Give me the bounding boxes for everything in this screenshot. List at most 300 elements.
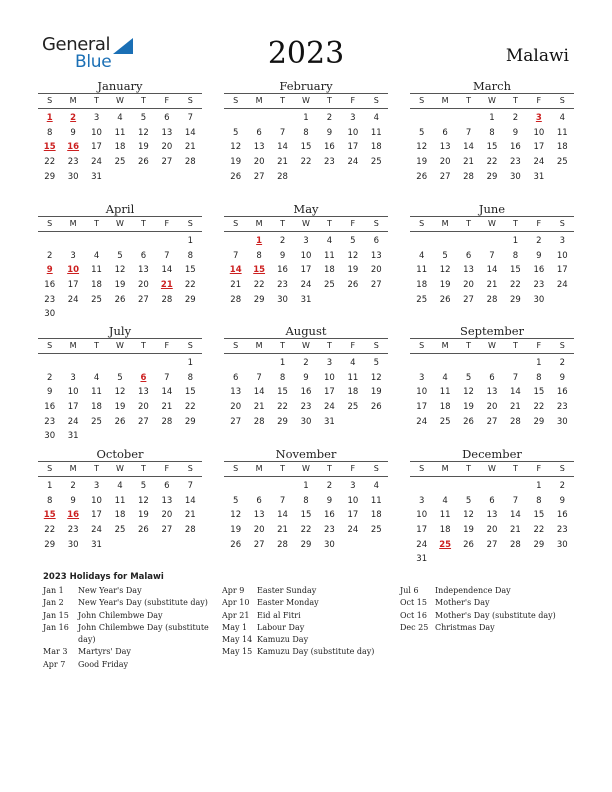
- holiday-day-cell: 10: [67, 265, 80, 276]
- weekday-header: [410, 216, 574, 232]
- day-cell: 14: [161, 265, 173, 276]
- holiday-item: [43, 634, 219, 646]
- day-cell: 11: [439, 387, 451, 398]
- day-cell: 4: [93, 372, 100, 383]
- day-cell: 19: [230, 157, 242, 168]
- day-cell: 29: [44, 539, 56, 550]
- weekday-label: M: [441, 219, 449, 228]
- holiday-day-cell: 15: [43, 510, 56, 521]
- day-grid: [38, 111, 202, 184]
- holiday-name: Kamuzu Day: [257, 635, 309, 645]
- weekday-label: F: [536, 341, 542, 350]
- day-cell: 10: [533, 127, 545, 138]
- weekday-label: W: [116, 341, 124, 350]
- day-cell: 27: [439, 171, 451, 182]
- day-cell: 14: [184, 127, 196, 138]
- day-cell: 13: [439, 142, 451, 153]
- day-cell: 27: [370, 280, 382, 291]
- holiday-name: Christmas Day: [435, 622, 495, 632]
- day-cell: 25: [114, 157, 126, 168]
- day-cell: 22: [44, 525, 56, 536]
- weekday-label: M: [255, 464, 263, 473]
- empty-day-cell: [457, 234, 480, 249]
- weekday-label: T: [512, 219, 518, 228]
- weekday-label: T: [512, 341, 518, 350]
- day-cell: 4: [373, 481, 379, 491]
- month-november: [224, 447, 388, 552]
- day-cell: 8: [536, 495, 542, 506]
- weekday-label: T: [280, 341, 285, 350]
- weekday-label: F: [536, 464, 542, 473]
- day-cell: 17: [91, 142, 102, 153]
- empty-day-cell: [247, 356, 270, 371]
- weekday-label: S: [419, 219, 425, 228]
- day-cell: 10: [347, 495, 359, 506]
- weekday-label: S: [373, 219, 379, 228]
- holiday-name: Easter Sunday: [257, 586, 317, 595]
- day-cell: 10: [347, 127, 359, 138]
- day-cell: 15: [300, 510, 312, 521]
- weekday-header: [224, 216, 388, 232]
- weekday-label: S: [373, 341, 379, 350]
- day-cell: 2: [326, 113, 333, 123]
- day-cell: 13: [370, 250, 382, 261]
- holiday-date: Jan 2: [43, 598, 64, 608]
- day-cell: 26: [370, 402, 382, 413]
- empty-day-cell: [433, 356, 456, 371]
- weekday-label: M: [441, 96, 449, 105]
- day-cell: 15: [533, 510, 545, 521]
- holiday-item: [43, 659, 219, 671]
- day-cell: 11: [114, 495, 126, 506]
- day-cell: 30: [556, 539, 568, 550]
- day-cell: 6: [164, 481, 170, 491]
- day-grid: [38, 234, 202, 322]
- day-cell: 3: [303, 236, 309, 246]
- weekday-header: [38, 338, 202, 354]
- day-cell: 28: [277, 539, 288, 550]
- holiday-name: New Year's Day (substitute day): [78, 598, 208, 608]
- day-cell: 7: [465, 127, 472, 138]
- holiday-name: Eid al Fitri: [257, 610, 301, 620]
- weekday-label: S: [373, 464, 379, 473]
- day-cell: 22: [44, 157, 56, 168]
- weekday-label: T: [280, 219, 285, 228]
- weekday-label: M: [69, 219, 77, 228]
- day-cell: 31: [416, 554, 428, 565]
- day-cell: 7: [489, 250, 495, 261]
- weekday-label: T: [512, 96, 518, 105]
- weekday-label: W: [488, 341, 496, 350]
- day-cell: 27: [486, 539, 498, 550]
- day-cell: 12: [463, 510, 474, 521]
- holiday-item: [222, 610, 397, 622]
- day-cell: 16: [44, 280, 56, 291]
- day-cell: 7: [164, 372, 170, 383]
- holiday-date: Oct 16: [400, 610, 427, 620]
- day-cell: 3: [70, 250, 76, 261]
- day-cell: 3: [93, 481, 100, 491]
- day-cell: 9: [47, 387, 53, 398]
- holiday-day-cell: 16: [67, 142, 80, 153]
- day-cell: 26: [463, 416, 474, 427]
- day-cell: 5: [233, 127, 239, 138]
- day-cell: 18: [416, 280, 428, 291]
- day-cell: 24: [533, 157, 545, 168]
- weekday-label: S: [233, 219, 239, 228]
- weekday-label: W: [116, 219, 124, 228]
- day-cell: 9: [536, 250, 542, 261]
- weekday-label: T: [280, 96, 285, 105]
- day-cell: 14: [277, 510, 288, 521]
- day-cell: 2: [47, 250, 53, 261]
- weekday-label: F: [536, 219, 542, 228]
- day-cell: 31: [300, 294, 312, 305]
- day-cell: 7: [187, 481, 193, 491]
- day-cell: 9: [70, 127, 76, 138]
- day-cell: 10: [416, 387, 428, 398]
- day-cell: 18: [370, 510, 382, 521]
- holiday-item: [400, 622, 580, 634]
- day-cell: 12: [114, 387, 126, 398]
- day-cell: 4: [442, 495, 448, 506]
- empty-day-cell: [410, 234, 433, 249]
- day-cell: 20: [138, 280, 149, 291]
- empty-day-cell: [108, 234, 131, 249]
- holiday-item: [400, 610, 580, 622]
- day-cell: 27: [161, 525, 173, 536]
- day-cell: 21: [161, 402, 173, 413]
- holiday-item: [222, 646, 397, 658]
- holiday-name: Kamuzu Day (substitute day): [257, 647, 375, 657]
- day-cell: 23: [324, 157, 335, 168]
- day-cell: 24: [91, 157, 102, 168]
- month-july: [38, 324, 202, 444]
- day-cell: 12: [439, 265, 451, 276]
- day-cell: 17: [347, 510, 359, 521]
- day-cell: 31: [67, 431, 79, 442]
- empty-day-cell: [85, 356, 108, 371]
- day-cell: 9: [303, 372, 309, 383]
- day-cell: 5: [465, 372, 472, 383]
- day-cell: 26: [114, 294, 126, 305]
- day-cell: 1: [187, 358, 193, 368]
- month-title: May: [293, 202, 319, 216]
- day-grid: [410, 479, 574, 567]
- day-cell: 18: [556, 142, 568, 153]
- day-cell: 21: [510, 525, 521, 536]
- day-cell: 22: [184, 402, 196, 413]
- day-cell: 18: [439, 525, 451, 536]
- weekday-label: S: [373, 96, 379, 105]
- day-cell: 7: [279, 127, 286, 138]
- holiday-date: Oct 15: [400, 598, 427, 608]
- day-cell: 26: [138, 525, 149, 536]
- day-cell: 21: [486, 280, 498, 291]
- weekday-label: S: [419, 96, 425, 105]
- holiday-day-cell: 1: [46, 113, 53, 123]
- weekday-label: S: [47, 341, 53, 350]
- day-cell: 5: [140, 481, 147, 491]
- day-cell: 24: [347, 525, 359, 536]
- weekday-label: F: [350, 341, 356, 350]
- day-cell: 4: [373, 113, 379, 123]
- day-cell: 2: [512, 113, 519, 123]
- day-cell: 11: [114, 127, 126, 138]
- day-cell: 21: [230, 280, 242, 291]
- day-cell: 2: [279, 236, 286, 246]
- holiday-name: John Chilembwe Day (substitute: [78, 622, 209, 632]
- empty-day-cell: [38, 234, 61, 249]
- day-cell: 19: [463, 402, 474, 413]
- day-cell: 19: [230, 525, 242, 536]
- weekday-label: S: [559, 464, 565, 473]
- day-cell: 31: [91, 539, 102, 550]
- month-title: January: [97, 79, 143, 93]
- day-cell: 20: [253, 525, 265, 536]
- day-cell: 4: [117, 113, 123, 123]
- month-title: June: [478, 202, 506, 216]
- day-cell: 26: [463, 539, 474, 550]
- day-cell: 26: [439, 294, 451, 305]
- month-title: October: [96, 447, 144, 461]
- weekday-label: S: [187, 464, 193, 473]
- day-cell: 8: [187, 372, 193, 383]
- day-grid: [224, 356, 388, 429]
- holiday-name: day): [78, 635, 96, 645]
- holiday-day-cell: 9: [46, 265, 53, 276]
- weekday-header: [38, 216, 202, 232]
- day-cell: 23: [44, 294, 56, 305]
- day-cell: 11: [324, 250, 335, 261]
- holiday-name: New Year's Day: [78, 586, 142, 595]
- day-cell: 8: [536, 372, 542, 383]
- day-cell: 28: [277, 171, 288, 182]
- day-cell: 11: [370, 495, 382, 506]
- day-cell: 25: [439, 416, 451, 427]
- day-cell: 9: [326, 495, 333, 506]
- day-cell: 14: [184, 495, 196, 506]
- day-cell: 25: [556, 157, 568, 168]
- day-cell: 24: [67, 294, 79, 305]
- day-cell: 22: [533, 402, 545, 413]
- day-cell: 24: [67, 416, 79, 427]
- day-cell: 29: [510, 294, 521, 305]
- empty-day-cell: [224, 234, 247, 249]
- day-cell: 21: [510, 402, 521, 413]
- holiday-name: Labour Day: [257, 622, 305, 632]
- day-cell: 6: [164, 113, 170, 123]
- day-cell: 28: [161, 294, 173, 305]
- weekday-label: S: [233, 464, 239, 473]
- country-name: Malawi: [505, 46, 569, 66]
- holiday-day-cell: 15: [253, 265, 266, 276]
- day-cell: 9: [326, 127, 333, 138]
- day-cell: 21: [277, 157, 288, 168]
- day-cell: 19: [370, 387, 382, 398]
- day-cell: 17: [324, 387, 335, 398]
- day-cell: 17: [347, 142, 359, 153]
- day-grid: [38, 479, 202, 552]
- day-cell: 20: [161, 510, 173, 521]
- weekday-label: S: [47, 219, 53, 228]
- day-cell: 29: [184, 416, 196, 427]
- day-cell: 17: [67, 280, 79, 291]
- day-cell: 13: [253, 142, 265, 153]
- month-title: July: [108, 324, 132, 338]
- weekday-label: T: [326, 464, 332, 473]
- month-april: [38, 202, 202, 322]
- day-cell: 29: [44, 171, 56, 182]
- day-cell: 27: [161, 157, 173, 168]
- day-cell: 3: [326, 358, 333, 368]
- day-cell: 30: [67, 539, 79, 550]
- weekday-label: M: [441, 341, 449, 350]
- holiday-name: Independence Day: [435, 586, 511, 595]
- weekday-header: [224, 461, 388, 477]
- holiday-date: Apr 10: [222, 598, 250, 608]
- day-cell: 30: [44, 431, 56, 442]
- month-title: August: [285, 324, 327, 338]
- day-cell: 5: [442, 250, 448, 261]
- holiday-item: [43, 646, 219, 658]
- day-cell: 21: [184, 510, 196, 521]
- day-cell: 27: [138, 294, 149, 305]
- day-cell: 24: [416, 539, 428, 550]
- weekday-label: T: [94, 96, 99, 105]
- weekday-label: T: [140, 96, 146, 105]
- month-august: [224, 324, 388, 429]
- empty-day-cell: [480, 356, 503, 371]
- day-cell: 15: [510, 265, 521, 276]
- day-cell: 4: [117, 481, 123, 491]
- empty-day-cell: [132, 234, 155, 249]
- weekday-label: T: [94, 219, 99, 228]
- day-cell: 19: [439, 280, 451, 291]
- weekday-label: M: [441, 464, 449, 473]
- weekday-label: S: [559, 341, 565, 350]
- day-cell: 9: [279, 250, 286, 261]
- day-cell: 20: [439, 157, 451, 168]
- day-cell: 29: [300, 539, 312, 550]
- day-cell: 22: [510, 280, 521, 291]
- day-grid: [224, 479, 388, 552]
- day-cell: 1: [536, 358, 542, 368]
- weekday-label: W: [488, 96, 496, 105]
- day-cell: 6: [489, 495, 495, 506]
- day-cell: 5: [233, 495, 239, 506]
- day-cell: 26: [347, 280, 359, 291]
- month-september: [410, 324, 574, 429]
- day-cell: 10: [324, 372, 335, 383]
- weekday-header: [224, 338, 388, 354]
- empty-day-cell: [271, 479, 294, 494]
- day-cell: 15: [486, 142, 498, 153]
- day-cell: 5: [117, 372, 123, 383]
- day-cell: 20: [486, 402, 498, 413]
- day-cell: 15: [533, 387, 545, 398]
- empty-day-cell: [224, 479, 247, 494]
- day-cell: 29: [253, 294, 265, 305]
- day-cell: 5: [350, 236, 356, 246]
- weekday-label: T: [140, 464, 146, 473]
- holiday-item: [400, 597, 580, 609]
- day-cell: 15: [184, 265, 196, 276]
- day-cell: 1: [303, 481, 309, 491]
- weekday-header: [410, 93, 574, 109]
- day-cell: 22: [486, 157, 498, 168]
- day-cell: 29: [533, 539, 545, 550]
- weekday-label: S: [47, 464, 53, 473]
- day-cell: 26: [114, 416, 126, 427]
- weekday-label: W: [116, 464, 124, 473]
- day-cell: 23: [67, 157, 79, 168]
- holiday-date: Jul 6: [400, 586, 419, 595]
- day-cell: 2: [536, 236, 542, 246]
- weekday-label: T: [466, 341, 471, 350]
- day-cell: 13: [138, 387, 149, 398]
- holiday-day-cell: 3: [535, 113, 542, 123]
- weekday-label: W: [302, 96, 310, 105]
- day-cell: 14: [253, 387, 265, 398]
- day-cell: 6: [373, 236, 379, 246]
- day-cell: 26: [230, 539, 242, 550]
- day-cell: 12: [138, 127, 149, 138]
- day-cell: 21: [277, 525, 288, 536]
- day-cell: 6: [465, 250, 472, 261]
- holiday-column: [222, 585, 397, 659]
- day-cell: 4: [442, 372, 448, 383]
- holiday-list-title: 2023 Holidays for Malawi: [43, 572, 164, 582]
- holiday-date: May 15: [222, 647, 253, 657]
- day-cell: 17: [556, 265, 568, 276]
- day-grid: [38, 356, 202, 444]
- holiday-list: [43, 572, 583, 669]
- day-cell: 3: [70, 372, 76, 383]
- day-cell: 16: [44, 402, 56, 413]
- weekday-label: S: [47, 96, 53, 105]
- weekday-label: F: [350, 464, 356, 473]
- holiday-name: Easter Monday: [257, 598, 319, 608]
- empty-day-cell: [132, 356, 155, 371]
- holiday-date: Jan 16: [43, 622, 69, 632]
- day-cell: 23: [510, 157, 521, 168]
- day-cell: 2: [70, 481, 76, 491]
- weekday-header: [410, 461, 574, 477]
- month-title: April: [105, 202, 135, 216]
- day-cell: 8: [303, 495, 309, 506]
- day-cell: 15: [277, 387, 288, 398]
- holiday-column: [400, 585, 580, 634]
- day-cell: 31: [324, 416, 335, 427]
- holiday-day-cell: 21: [160, 280, 173, 291]
- day-cell: 2: [47, 372, 53, 383]
- holiday-day-cell: 16: [67, 510, 80, 521]
- day-cell: 16: [277, 265, 288, 276]
- day-cell: 13: [486, 510, 498, 521]
- day-cell: 12: [370, 372, 382, 383]
- day-cell: 3: [350, 113, 356, 123]
- day-cell: 18: [114, 142, 126, 153]
- weekday-label: M: [69, 341, 77, 350]
- day-cell: 19: [463, 525, 474, 536]
- day-cell: 1: [187, 236, 193, 246]
- day-cell: 21: [253, 402, 265, 413]
- weekday-label: T: [466, 219, 471, 228]
- holiday-item: [43, 622, 219, 634]
- weekday-label: F: [164, 96, 170, 105]
- day-cell: 30: [300, 416, 312, 427]
